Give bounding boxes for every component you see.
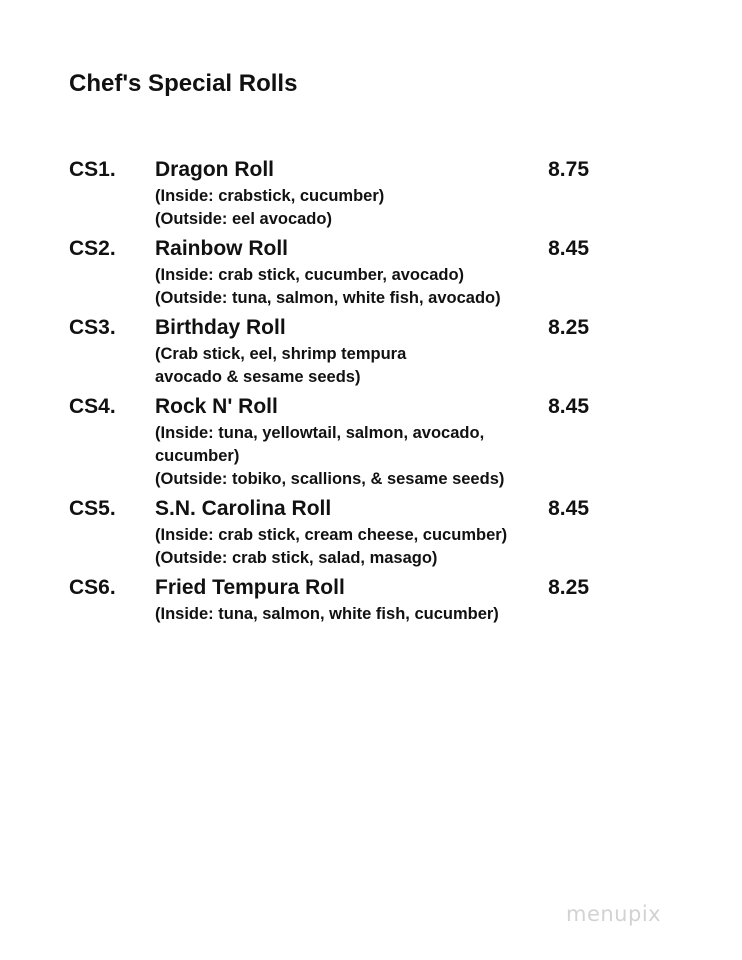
item-description xyxy=(155,422,599,491)
item-description-line: (Crab stick, eel, shrimp tempura xyxy=(155,345,407,363)
item-description-line: (Outside: eel avocado) xyxy=(155,210,332,228)
item-description xyxy=(155,185,599,231)
item-code: CS6. xyxy=(69,576,116,599)
item-description xyxy=(155,524,599,570)
page-title: Chef's Special Rolls xyxy=(69,70,298,97)
watermark-logo: menupix xyxy=(566,902,662,926)
menu-item-fried-tempura-roll xyxy=(69,573,599,626)
item-description-line: cucumber) xyxy=(155,447,240,465)
menu-item-header xyxy=(69,573,599,603)
item-description-line: avocado & sesame seeds) xyxy=(155,368,361,386)
menu-item-header xyxy=(69,155,599,185)
item-price: 8.45 xyxy=(548,237,589,260)
item-description-line: (Inside: crab stick, cream cheese, cucumber) xyxy=(155,526,508,544)
menu-list xyxy=(69,155,599,629)
menu-item-rainbow-roll xyxy=(69,234,599,310)
item-description-line: (Outside: tuna, salmon, white fish, avocado) xyxy=(155,289,501,307)
item-code: CS5. xyxy=(69,497,116,520)
menu-item-sn-carolina-roll xyxy=(69,494,599,570)
menu-item-header xyxy=(69,392,599,422)
item-price: 8.25 xyxy=(548,576,589,599)
item-price: 8.25 xyxy=(548,316,589,339)
item-description-line: (Outside: crab stick, salad, masago) xyxy=(155,549,438,567)
item-code: CS4. xyxy=(69,395,116,418)
item-code: CS1. xyxy=(69,158,116,181)
item-name: Rainbow Roll xyxy=(155,237,288,260)
item-description xyxy=(155,343,599,389)
item-description-line: (Inside: tuna, yellowtail, salmon, avocado, xyxy=(155,424,485,442)
item-name: Rock N' Roll xyxy=(155,395,278,418)
item-name: S.N. Carolina Roll xyxy=(155,497,332,520)
item-description-line: (Outside: tobiko, scallions, & sesame seeds) xyxy=(155,470,505,488)
item-price: 8.75 xyxy=(548,158,589,181)
item-description-line: (Inside: crab stick, cucumber, avocado) xyxy=(155,266,465,284)
menu-item-header xyxy=(69,313,599,343)
item-code: CS3. xyxy=(69,316,116,339)
menu-item-birthday-roll xyxy=(69,313,599,389)
menu-item-dragon-roll xyxy=(69,155,599,231)
item-name: Fried Tempura Roll xyxy=(155,576,345,599)
menu-item-header xyxy=(69,494,599,524)
item-price: 8.45 xyxy=(548,395,589,418)
item-description-line: (Inside: tuna, salmon, white fish, cucumber) xyxy=(155,605,499,623)
menu-item-header xyxy=(69,234,599,264)
item-name: Birthday Roll xyxy=(155,316,286,339)
item-code: CS2. xyxy=(69,237,116,260)
item-price: 8.45 xyxy=(548,497,589,520)
item-description xyxy=(155,264,599,310)
menu-item-rock-n-roll xyxy=(69,392,599,491)
item-name: Dragon Roll xyxy=(155,158,274,181)
item-description-line: (Inside: crabstick, cucumber) xyxy=(155,187,385,205)
item-description xyxy=(155,603,599,626)
